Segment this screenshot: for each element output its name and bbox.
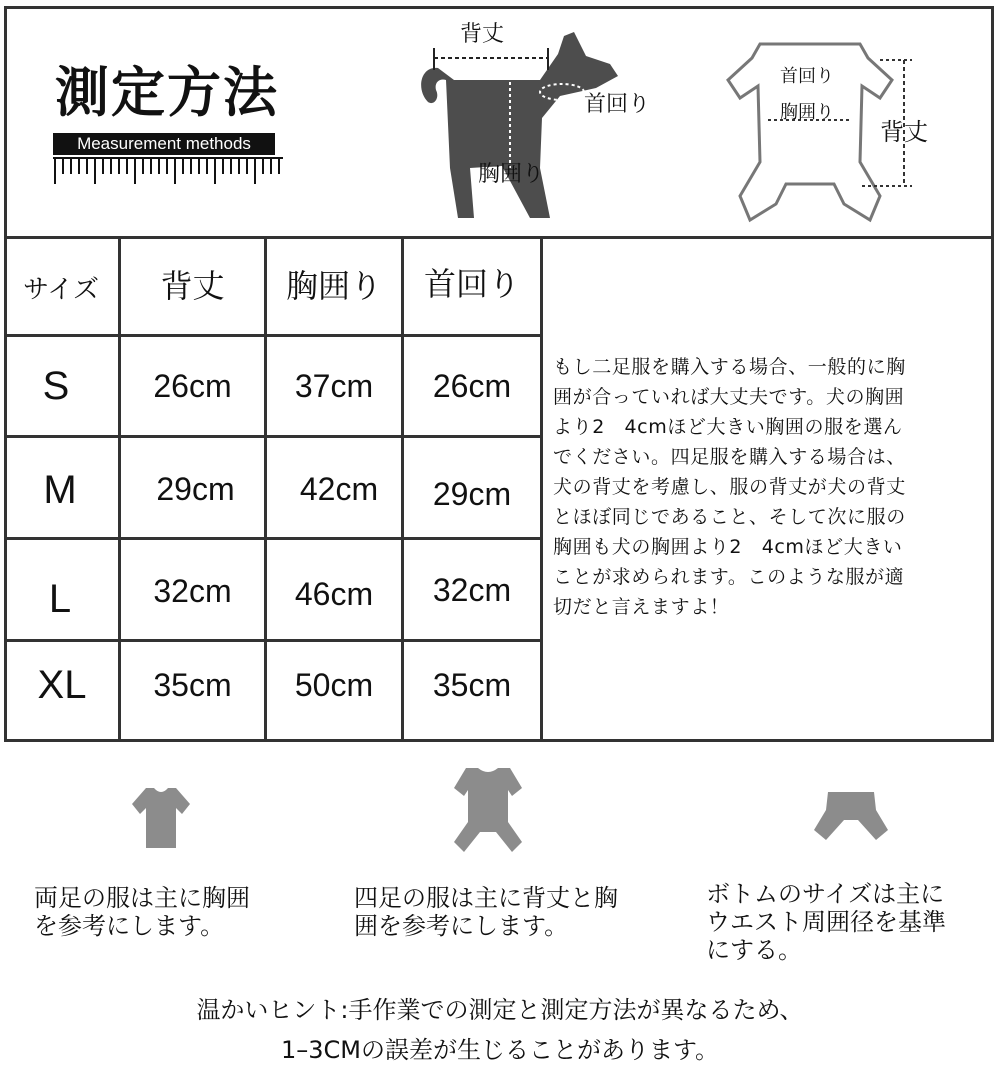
four-leg-caption: 四足の服は主に背丈と胸 囲を参考にします。 <box>354 884 618 940</box>
neck-cell: 32cm <box>432 571 512 608</box>
garment-chest-label: 胸囲り <box>780 102 834 123</box>
page-subtitle: Measurement methods <box>53 133 275 155</box>
chest-cell: 50cm <box>294 666 374 703</box>
advice-line: より2 4cmほど大きい胸囲の服を選ん <box>553 416 903 438</box>
table-divider <box>540 238 543 742</box>
garment-neck-label: 首回り <box>780 66 834 87</box>
header-chest: 胸囲り <box>285 267 382 305</box>
advice-line: 犬の背丈を考慮し、服の背丈が犬の背丈 <box>553 476 906 498</box>
measurement-tip-line1: 温かいヒント:手作業での測定と測定方法が異なるため、 <box>196 996 804 1024</box>
four-leg-jumpsuit-icon <box>450 766 526 854</box>
two-leg-shirt-icon <box>128 786 194 850</box>
back-length-cell: 35cm <box>153 666 232 703</box>
bottoms-caption: ボトムのサイズは主に ウエスト周囲径を基準 にする。 <box>706 880 946 964</box>
garment-back-length-label: 背丈 <box>880 118 928 146</box>
advice-line: もし二足服を購入する場合、一般的に胸 <box>553 356 906 378</box>
back-length-cell: 26cm <box>153 367 232 404</box>
advice-line: ことが求められます。このような服が適 <box>553 566 905 588</box>
measurement-tip-line2: 1–3CMの誤差が生じることがあります。 <box>280 1036 720 1064</box>
back-length-cell: 29cm <box>156 470 235 507</box>
dog-neck-label: 首回り <box>584 92 651 117</box>
sizing-advice <box>553 352 991 622</box>
bottoms-icon <box>814 790 888 842</box>
neck-cell: 35cm <box>432 666 512 703</box>
header-divider <box>4 236 994 239</box>
dog-silhouette-icon <box>410 18 630 223</box>
chest-cell: 37cm <box>294 367 374 404</box>
two-leg-caption: 両足の服は主に胸囲 を参考にします。 <box>34 884 250 940</box>
header-back-length: 背丈 <box>160 267 225 305</box>
advice-line: 胸囲も犬の胸囲より2 4cmほど大きい <box>553 536 903 558</box>
dog-back-length-label: 背丈 <box>460 22 505 47</box>
chest-cell: 42cm <box>299 470 379 507</box>
advice-line: でください。四足服を購入する場合は、 <box>553 446 906 468</box>
advice-line: 切だと言えますよ！ <box>553 596 730 618</box>
size-cell: S <box>42 363 70 408</box>
neck-cell: 29cm <box>432 475 512 512</box>
back-length-cell: 32cm <box>153 572 232 609</box>
advice-line: 囲が合っていれば大丈夫です。犬の胸囲 <box>553 386 905 408</box>
size-cell: XL <box>37 662 87 707</box>
dog-chest-label: 胸囲り <box>478 162 545 187</box>
ruler-icon <box>53 156 283 188</box>
advice-line: とほぼ同じであること、そして次に服の <box>553 506 906 528</box>
chest-cell: 46cm <box>294 575 374 612</box>
header-size: サイズ <box>23 274 99 305</box>
size-cell: L <box>48 576 72 621</box>
header-neck: 首回り <box>423 265 520 303</box>
neck-cell: 26cm <box>432 367 512 404</box>
page-title: 測定方法 <box>55 61 279 124</box>
size-cell: M <box>43 467 77 512</box>
